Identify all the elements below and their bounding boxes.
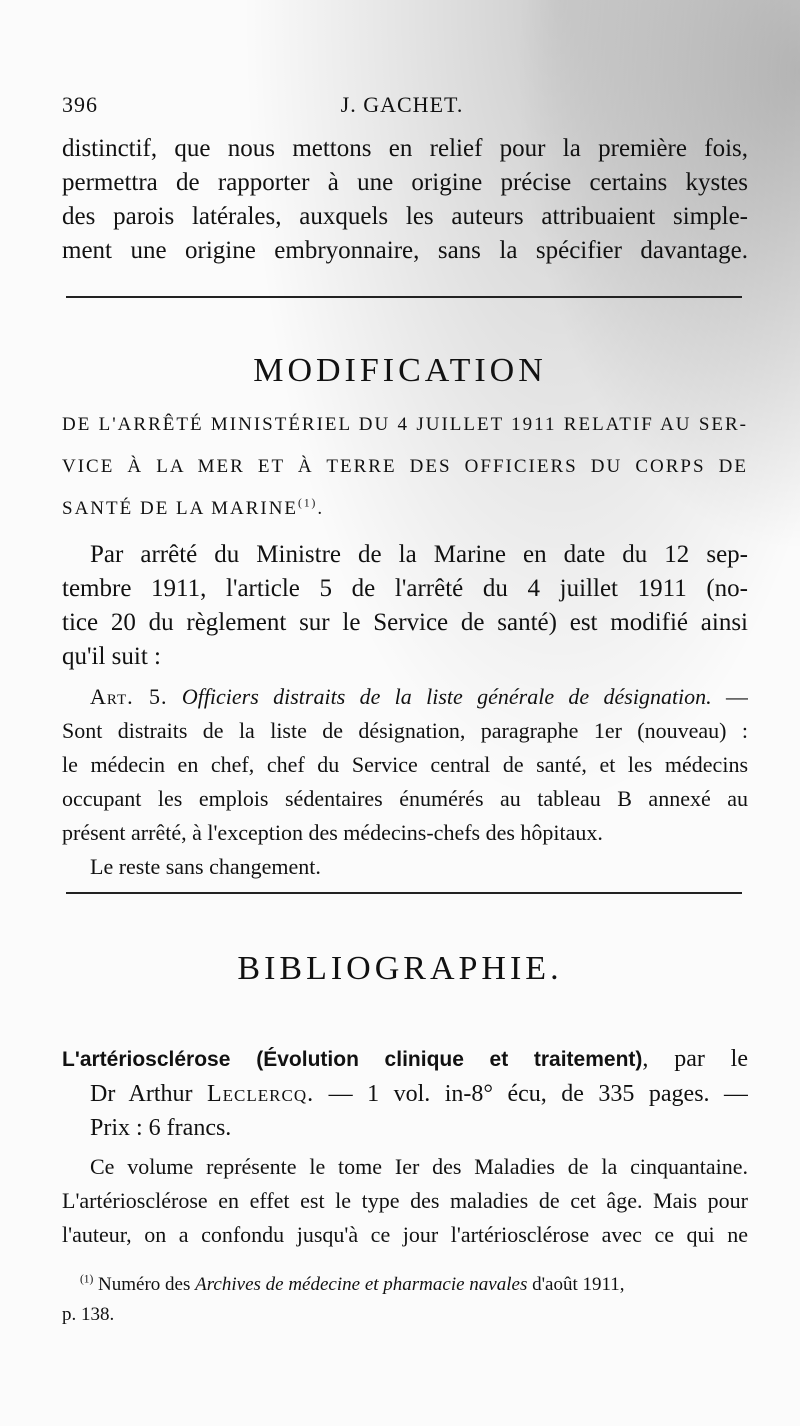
review-paragraph (62, 1150, 748, 1252)
book-subtitle: (Évolution clinique et traitement) (256, 1048, 643, 1071)
footnote-line (62, 1270, 748, 1300)
book-price: Prix : 6 francs. (90, 1115, 232, 1141)
bibliographie-title: BIBLIOGRAPHIE. (237, 950, 563, 987)
bibliography-entry (62, 1042, 748, 1145)
intro-line: distinctif, que nous mettons en relief pour la première fois, (62, 135, 748, 162)
footnote-marker: (1) (80, 1273, 94, 1286)
section-divider (66, 892, 742, 894)
footnote-text-before: Numéro des (98, 1274, 191, 1295)
article-line: Sont distraits de la liste de désignation, paragraphe 1er (nouveau) : (62, 718, 748, 743)
author-name: Leclercq. (206, 1081, 315, 1107)
section-divider (66, 296, 742, 298)
article-dash: — (726, 684, 748, 709)
footnote-text-after: d'août 1911, (532, 1274, 625, 1295)
article-line: le médecin en chef, chef du Service central de santé, et les médecins (62, 752, 748, 777)
modification-title: MODIFICATION (253, 352, 547, 389)
intro-line: ment une origine embryonnaire, sans la spécifier davantage. (62, 237, 748, 264)
intro-line: des parois latérales, auxquels les auteurs attribuaient simple- (62, 203, 748, 230)
modification-paragraph (62, 538, 748, 674)
review-line: Ce volume représente le tome Ier des Maladies de la cinquantaine. (90, 1154, 748, 1179)
article-closing: Le reste sans changement. (90, 854, 321, 879)
intro-line: permettra de rapporter à une origine précise certains kystes (62, 169, 748, 196)
author-prefix: Dr Arthur (90, 1081, 193, 1107)
book-title: L'artériosclérose (62, 1048, 231, 1071)
entry-line (62, 1077, 748, 1111)
modification-subtitle (62, 404, 748, 530)
article-block (62, 680, 748, 884)
entry-by: , par le (642, 1046, 748, 1072)
running-author: J. GACHET. (340, 92, 464, 117)
footnote-journal: Archives de médecine et pharmacie navales (195, 1274, 528, 1295)
article-line: occupant les emplois sédentaires énumérés au tableau B annexé au (62, 786, 748, 811)
entry-line (62, 1042, 748, 1077)
review-line: l'auteur, on a confondu jusqu'à ce jour l'artériosclérose avec ce qui ne (62, 1222, 748, 1247)
book-details: — 1 vol. in-8° écu, de 335 pages. — (328, 1081, 748, 1107)
subtitle-line-last: SANTÉ DE LA MARINE$^{(1)}$. (62, 497, 325, 519)
mod-line: Par arrêté du Ministre de la Marine en date du 12 sep- (90, 541, 748, 568)
review-line: L'artériosclérose en effet est le type des maladies de cet âge. Mais pour (62, 1188, 748, 1213)
intro-paragraph (62, 132, 748, 268)
page-number: 396 (62, 92, 98, 117)
footnote (62, 1270, 748, 1330)
footnote-ref: (1) (298, 497, 318, 510)
running-header (62, 92, 742, 122)
footnote-page-ref: p. 138. (62, 1304, 115, 1325)
article-heading: Officiers distraits de la liste générale de désignation. (181, 684, 712, 709)
subtitle-line-text: SANTÉ DE LA MARINE (62, 498, 299, 519)
article-label: Art. 5. (90, 684, 168, 709)
article-heading-line (62, 680, 748, 714)
article-line: présent arrêté, à l'exception des médecins-chefs des hôpitaux. (62, 820, 603, 845)
mod-line: tice 20 du règlement sur le Service de santé) est modifié ainsi (62, 609, 748, 636)
mod-line: tembre 1911, l'article 5 de l'arrêté du 4 juillet 1911 (no- (62, 575, 748, 602)
subtitle-line: DE L'ARRÊTÉ MINISTÉRIEL DU 4 JUILLET 1911 RELATIF AU SER- (62, 414, 748, 435)
subtitle-line: VICE À LA MER ET À TERRE DES OFFICIERS DU CORPS DE (62, 456, 748, 477)
mod-line: qu'il suit : (62, 643, 161, 670)
